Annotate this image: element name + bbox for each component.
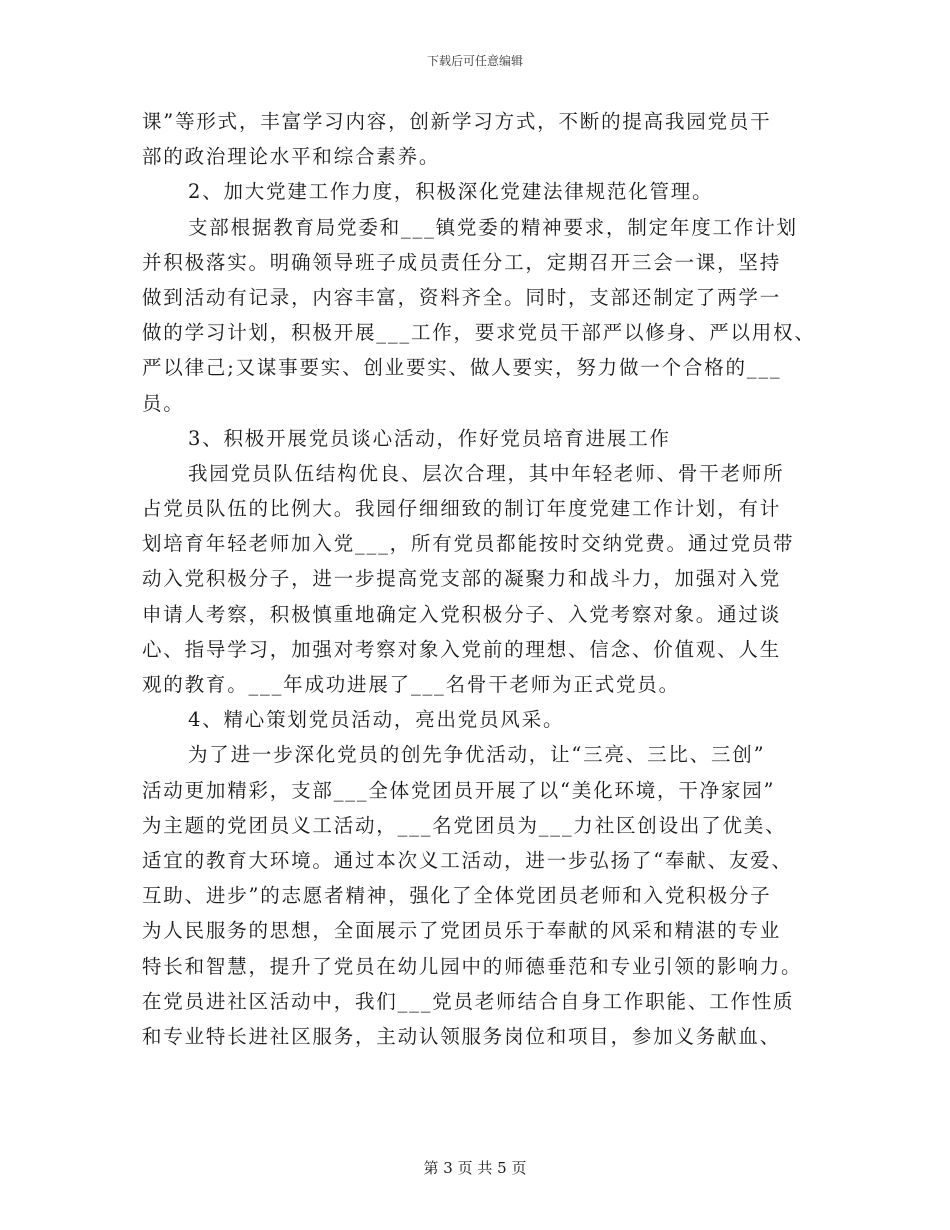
- section-heading: 3、积极开展党员谈心活动，作好党员培育进展工作: [188, 426, 671, 450]
- text-line: 我园党员队伍结构优良、层次合理，其中年轻老师、骨干老师所: [188, 461, 785, 485]
- text-line: 活动更加精彩，支部___全体党团员开展了以“美化环境，干净家园”: [142, 778, 776, 802]
- text-line: 适宜的教育大环境。通过本次义工活动，进一步弘扬了“奉献、友爱、: [142, 848, 793, 872]
- text-line: 员。: [142, 391, 185, 415]
- text-line: 互助、进步”的志愿者精神，强化了全体党团员老师和入党积极分子: [142, 884, 772, 908]
- text-line: 心、指导学习，加强对考察对象入党前的理想、信念、价值观、人生: [142, 637, 782, 661]
- page-header: 下载后可任意编辑: [426, 54, 523, 68]
- text-line: 课”等形式，丰富学习内容，创新学习方式，不断的提高我园党员干: [142, 110, 772, 133]
- text-line: 为主题的党团员义工活动，___名党团员为___力社区创设出了优美、: [142, 813, 787, 837]
- text-line: 占党员队伍的比例大。我园仔细细致的制订年度党建工作计划，有计: [142, 497, 782, 521]
- text-line: 划培育年轻老师加入党___，所有党员都能按时交纳党费。通过党员带: [142, 532, 795, 556]
- text-line: 严以律己;又谋事要实、创业要实、做人要实，努力做一个合格的___: [142, 356, 782, 380]
- text-line: 做的学习计划，积极开展___工作，要求党员干部严以修身、严以用权、: [142, 321, 816, 345]
- text-line: 为了进一步深化党员的创先争优活动，让“三亮、三比、三创”: [188, 743, 766, 767]
- text-line: 动入党积极分子，进一步提高党支部的凝聚力和战斗力，加强对入党: [142, 567, 782, 591]
- text-line: 观的教育。___年成功进展了___名骨干老师为正式党员。: [142, 673, 680, 696]
- section-heading: 4、精心策划党员活动，亮出党员风采。: [188, 708, 565, 732]
- text-line: 和专业特长进社区服务，主动认领服务岗位和项目，参加义务献血、: [142, 1024, 782, 1048]
- text-line: 并积极落实。明确领导班子成员责任分工，定期召开三会一课，坚持: [142, 250, 782, 274]
- text-line: 部的政治理论水平和综合素养。: [142, 145, 441, 169]
- text-line: 为人民服务的思想，全面展示了党团员乐于奉献的风采和精湛的专业: [142, 919, 782, 943]
- text-line: 支部根据教育局党委和___镇党委的精神要求，制定年度工作计划: [188, 215, 798, 239]
- text-line: 申请人考察，积极慎重地确定入党积极分子、入党考察对象。通过谈: [142, 602, 782, 626]
- text-line: 特长和智慧，提升了党员在幼儿园中的师德垂范和专业引领的影响力。: [142, 954, 803, 978]
- section-heading: 2、加大党建工作力度，积极深化党建法律规范化管理。: [188, 180, 714, 204]
- page-footer: 第 3 页 共 5 页: [423, 1159, 527, 1177]
- document-body: [142, 104, 814, 1054]
- text-line: 做到活动有记录，内容丰富，资料齐全。同时，支部还制定了两学一: [142, 285, 782, 309]
- text-line: 在党员进社区活动中，我们___党员老师结合自身工作职能、工作性质: [142, 989, 795, 1013]
